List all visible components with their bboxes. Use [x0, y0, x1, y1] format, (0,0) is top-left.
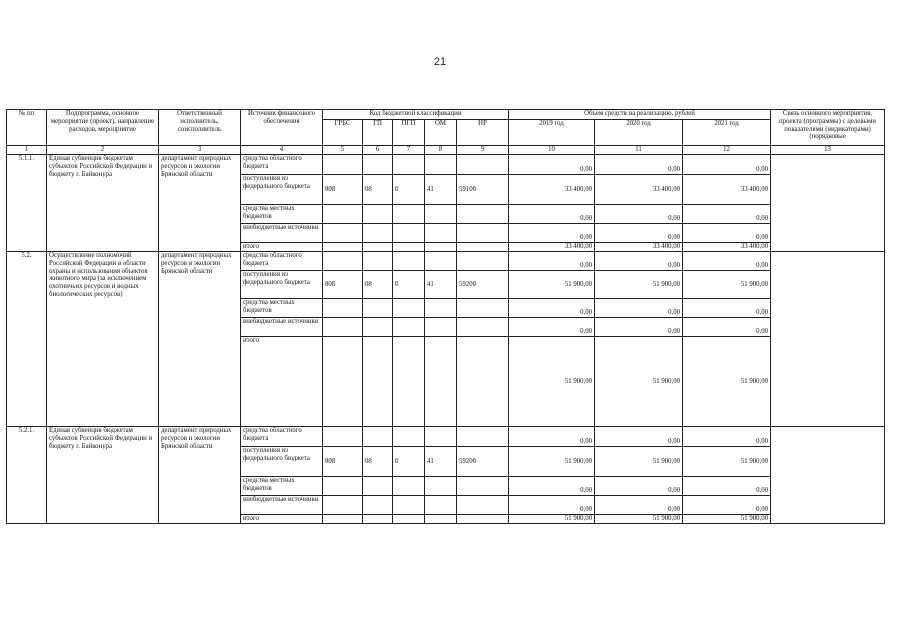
- value-2019: 51 900,00: [509, 447, 595, 477]
- value-2020: 0,00: [595, 205, 683, 224]
- header-pgp: ПГП: [393, 120, 425, 146]
- om-cell: 41: [425, 447, 457, 477]
- section-name: Единая субвенция бюджетам субъектов Российской Федерации и бюджету г. Байконура: [47, 155, 159, 252]
- col-number: 2: [47, 146, 159, 155]
- np-cell: 59100: [457, 175, 509, 205]
- source-cell: поступления из федерального бюджета: [241, 271, 323, 299]
- np-cell: 59200: [457, 447, 509, 477]
- col-number: 13: [771, 146, 885, 155]
- pgp-cell: [393, 155, 425, 175]
- col-number: 7: [393, 146, 425, 155]
- link-cell: [771, 155, 885, 252]
- source-cell: средства областного бюджета: [241, 252, 323, 271]
- section-number: 5.2.1.: [7, 427, 47, 524]
- value-2019: 0,00: [509, 427, 595, 447]
- value-2021: 0,00: [683, 224, 771, 243]
- source-cell: средства областного бюджета: [241, 427, 323, 447]
- value-2019: 0,00: [509, 318, 595, 337]
- link-cell: [771, 427, 885, 524]
- grbs-cell: [323, 243, 363, 252]
- om-cell: [425, 427, 457, 447]
- pgp-cell: [393, 427, 425, 447]
- section-name: Осуществление полномочий Российской Федерации в области охраны и использования объектов животного мира (за исключением охотничьих ресурсов и водных биологических ресурсов): [47, 252, 159, 427]
- source-cell: средства местных бюджетов: [241, 299, 323, 318]
- value-2021: 0,00: [683, 427, 771, 447]
- table-row: [7, 155, 885, 175]
- gp-cell: [363, 224, 393, 243]
- grbs-cell: [323, 299, 363, 318]
- value-2019: 51 900,00: [509, 515, 595, 524]
- grbs-cell: [323, 337, 363, 427]
- pgp-cell: 0: [393, 271, 425, 299]
- source-cell: средства областного бюджета: [241, 155, 323, 175]
- value-2019: 33 400,00: [509, 243, 595, 252]
- header-executor: Ответственный исполнитель, соисполнитель: [159, 110, 241, 146]
- source-cell: внебюджетные источники: [241, 318, 323, 337]
- value-2020: 33 400,00: [595, 175, 683, 205]
- table-row: [7, 252, 885, 271]
- pgp-cell: [393, 299, 425, 318]
- pgp-cell: [393, 205, 425, 224]
- value-2021: 51 900,00: [683, 337, 771, 427]
- header-volume: Объем средств на реализацию, рублей: [509, 110, 771, 120]
- header-source: Источник финансового обеспечения: [241, 110, 323, 146]
- np-cell: [457, 515, 509, 524]
- value-2019: 0,00: [509, 224, 595, 243]
- section-name: Единая субвенция бюджетам субъектов Российской Федерации и бюджету г. Байконура: [47, 427, 159, 524]
- section-executor: департамент природных ресурсов и экологии Брянской области: [159, 252, 241, 427]
- gp-cell: [363, 243, 393, 252]
- pgp-cell: 0: [393, 175, 425, 205]
- value-2020: 51 900,00: [595, 447, 683, 477]
- source-cell: итого: [241, 515, 323, 524]
- gp-cell: [363, 318, 393, 337]
- om-cell: [425, 299, 457, 318]
- header-om: ОМ: [425, 120, 457, 146]
- grbs-cell: [323, 318, 363, 337]
- header-gp: ГП: [363, 120, 393, 146]
- col-number: 1: [7, 146, 47, 155]
- value-2021: 0,00: [683, 477, 771, 496]
- np-cell: [457, 477, 509, 496]
- om-cell: [425, 243, 457, 252]
- grbs-cell: 808: [323, 175, 363, 205]
- value-2021: 51 900,00: [683, 447, 771, 477]
- value-2019: 0,00: [509, 496, 595, 515]
- grbs-cell: [323, 252, 363, 271]
- grbs-cell: 808: [323, 271, 363, 299]
- value-2020: 0,00: [595, 252, 683, 271]
- source-cell: средства местных бюджетов: [241, 477, 323, 496]
- pgp-cell: [393, 224, 425, 243]
- om-cell: [425, 337, 457, 427]
- value-2021: 51 900,00: [683, 271, 771, 299]
- source-cell: поступления из федерального бюджета: [241, 447, 323, 477]
- np-cell: [457, 155, 509, 175]
- np-cell: 59200: [457, 271, 509, 299]
- om-cell: [425, 318, 457, 337]
- value-2020: 0,00: [595, 427, 683, 447]
- np-cell: [457, 427, 509, 447]
- col-number: 10: [509, 146, 595, 155]
- om-cell: [425, 496, 457, 515]
- np-cell: [457, 496, 509, 515]
- np-cell: [457, 224, 509, 243]
- gp-cell: [363, 337, 393, 427]
- om-cell: [425, 477, 457, 496]
- source-cell: внебюджетные источники: [241, 496, 323, 515]
- om-cell: [425, 515, 457, 524]
- source-cell: итого: [241, 243, 323, 252]
- om-cell: [425, 224, 457, 243]
- section-executor: департамент природных ресурсов и экологии Брянской области: [159, 155, 241, 252]
- col-number: 5: [323, 146, 363, 155]
- np-cell: [457, 243, 509, 252]
- value-2020: 51 900,00: [595, 515, 683, 524]
- section-5-1-1: [7, 155, 885, 252]
- value-2020: 51 900,00: [595, 337, 683, 427]
- om-cell: [425, 155, 457, 175]
- value-2020: 0,00: [595, 496, 683, 515]
- gp-cell: [363, 427, 393, 447]
- pgp-cell: [393, 243, 425, 252]
- gp-cell: 08: [363, 271, 393, 299]
- header-np: НР: [457, 120, 509, 146]
- value-2021: 33 400,00: [683, 175, 771, 205]
- np-cell: [457, 252, 509, 271]
- pgp-cell: [393, 318, 425, 337]
- pgp-cell: [393, 515, 425, 524]
- col-number: 11: [595, 146, 683, 155]
- grbs-cell: [323, 155, 363, 175]
- gp-cell: [363, 477, 393, 496]
- grbs-cell: [323, 427, 363, 447]
- om-cell: 41: [425, 271, 457, 299]
- section-number: 5.2.: [7, 252, 47, 427]
- col-number: 9: [457, 146, 509, 155]
- section-5-2: [7, 252, 885, 427]
- value-2021: 33 400,00: [683, 243, 771, 252]
- value-2019: 51 900,00: [509, 337, 595, 427]
- om-cell: 41: [425, 175, 457, 205]
- value-2019: 0,00: [509, 155, 595, 175]
- header-grbs: ГРБС: [323, 120, 363, 146]
- om-cell: [425, 252, 457, 271]
- col-number: 3: [159, 146, 241, 155]
- gp-cell: [363, 205, 393, 224]
- col-number: 6: [363, 146, 393, 155]
- grbs-cell: 808: [323, 447, 363, 477]
- value-2019: 0,00: [509, 252, 595, 271]
- header-2019: 2019 год: [509, 120, 595, 146]
- table-row: [7, 427, 885, 447]
- value-2020: 33 400,00: [595, 243, 683, 252]
- col-number: 12: [683, 146, 771, 155]
- value-2021: 0,00: [683, 155, 771, 175]
- column-number-row: [7, 146, 885, 155]
- source-cell: внебюджетные источники: [241, 224, 323, 243]
- value-2019: 0,00: [509, 299, 595, 318]
- pgp-cell: [393, 252, 425, 271]
- header-subprogram: Подпрограмма, основное мероприятие (проект), направление расходов, мероприятие: [47, 110, 159, 146]
- grbs-cell: [323, 496, 363, 515]
- source-cell: средства местных бюджетов: [241, 205, 323, 224]
- gp-cell: [363, 515, 393, 524]
- grbs-cell: [323, 477, 363, 496]
- value-2020: 0,00: [595, 299, 683, 318]
- header-2021: 2021 год: [683, 120, 771, 146]
- header-num: № пп: [7, 110, 47, 146]
- grbs-cell: [323, 205, 363, 224]
- source-cell: итого: [241, 337, 323, 427]
- section-executor: департамент природных ресурсов и экологии Брянской области: [159, 427, 241, 524]
- header-link: Связь основного мероприятия, проекта (программы) с целевыми показателями (индикаторами) (порядковые: [771, 110, 885, 146]
- pgp-cell: [393, 477, 425, 496]
- np-cell: [457, 299, 509, 318]
- header-budget-code: Код бюджетной классификации: [323, 110, 509, 120]
- np-cell: [457, 318, 509, 337]
- grbs-cell: [323, 515, 363, 524]
- value-2020: 0,00: [595, 224, 683, 243]
- value-2021: 0,00: [683, 318, 771, 337]
- pgp-cell: [393, 337, 425, 427]
- np-cell: [457, 337, 509, 427]
- value-2019: 33 400,00: [509, 175, 595, 205]
- budget-table: [6, 109, 885, 524]
- value-2021: 0,00: [683, 299, 771, 318]
- value-2019: 51 900,00: [509, 271, 595, 299]
- gp-cell: 08: [363, 175, 393, 205]
- gp-cell: [363, 252, 393, 271]
- grbs-cell: [323, 224, 363, 243]
- gp-cell: [363, 155, 393, 175]
- source-cell: поступления из федерального бюджета: [241, 175, 323, 205]
- np-cell: [457, 205, 509, 224]
- value-2021: 0,00: [683, 205, 771, 224]
- section-number: 5.1.1.: [7, 155, 47, 252]
- gp-cell: [363, 496, 393, 515]
- value-2020: 51 900,00: [595, 271, 683, 299]
- value-2019: 0,00: [509, 205, 595, 224]
- value-2019: 0,00: [509, 477, 595, 496]
- pgp-cell: [393, 496, 425, 515]
- value-2021: 0,00: [683, 252, 771, 271]
- col-number: 8: [425, 146, 457, 155]
- header-2020: 2020 год: [595, 120, 683, 146]
- link-cell: [771, 252, 885, 427]
- value-2020: 0,00: [595, 477, 683, 496]
- om-cell: [425, 205, 457, 224]
- page-number: 21: [433, 56, 447, 68]
- gp-cell: [363, 299, 393, 318]
- value-2021: 0,00: [683, 496, 771, 515]
- value-2020: 0,00: [595, 318, 683, 337]
- gp-cell: 08: [363, 447, 393, 477]
- pgp-cell: 0: [393, 447, 425, 477]
- section-5-2-1: [7, 427, 885, 524]
- value-2021: 51 900,00: [683, 515, 771, 524]
- value-2020: 0,00: [595, 155, 683, 175]
- col-number: 4: [241, 146, 323, 155]
